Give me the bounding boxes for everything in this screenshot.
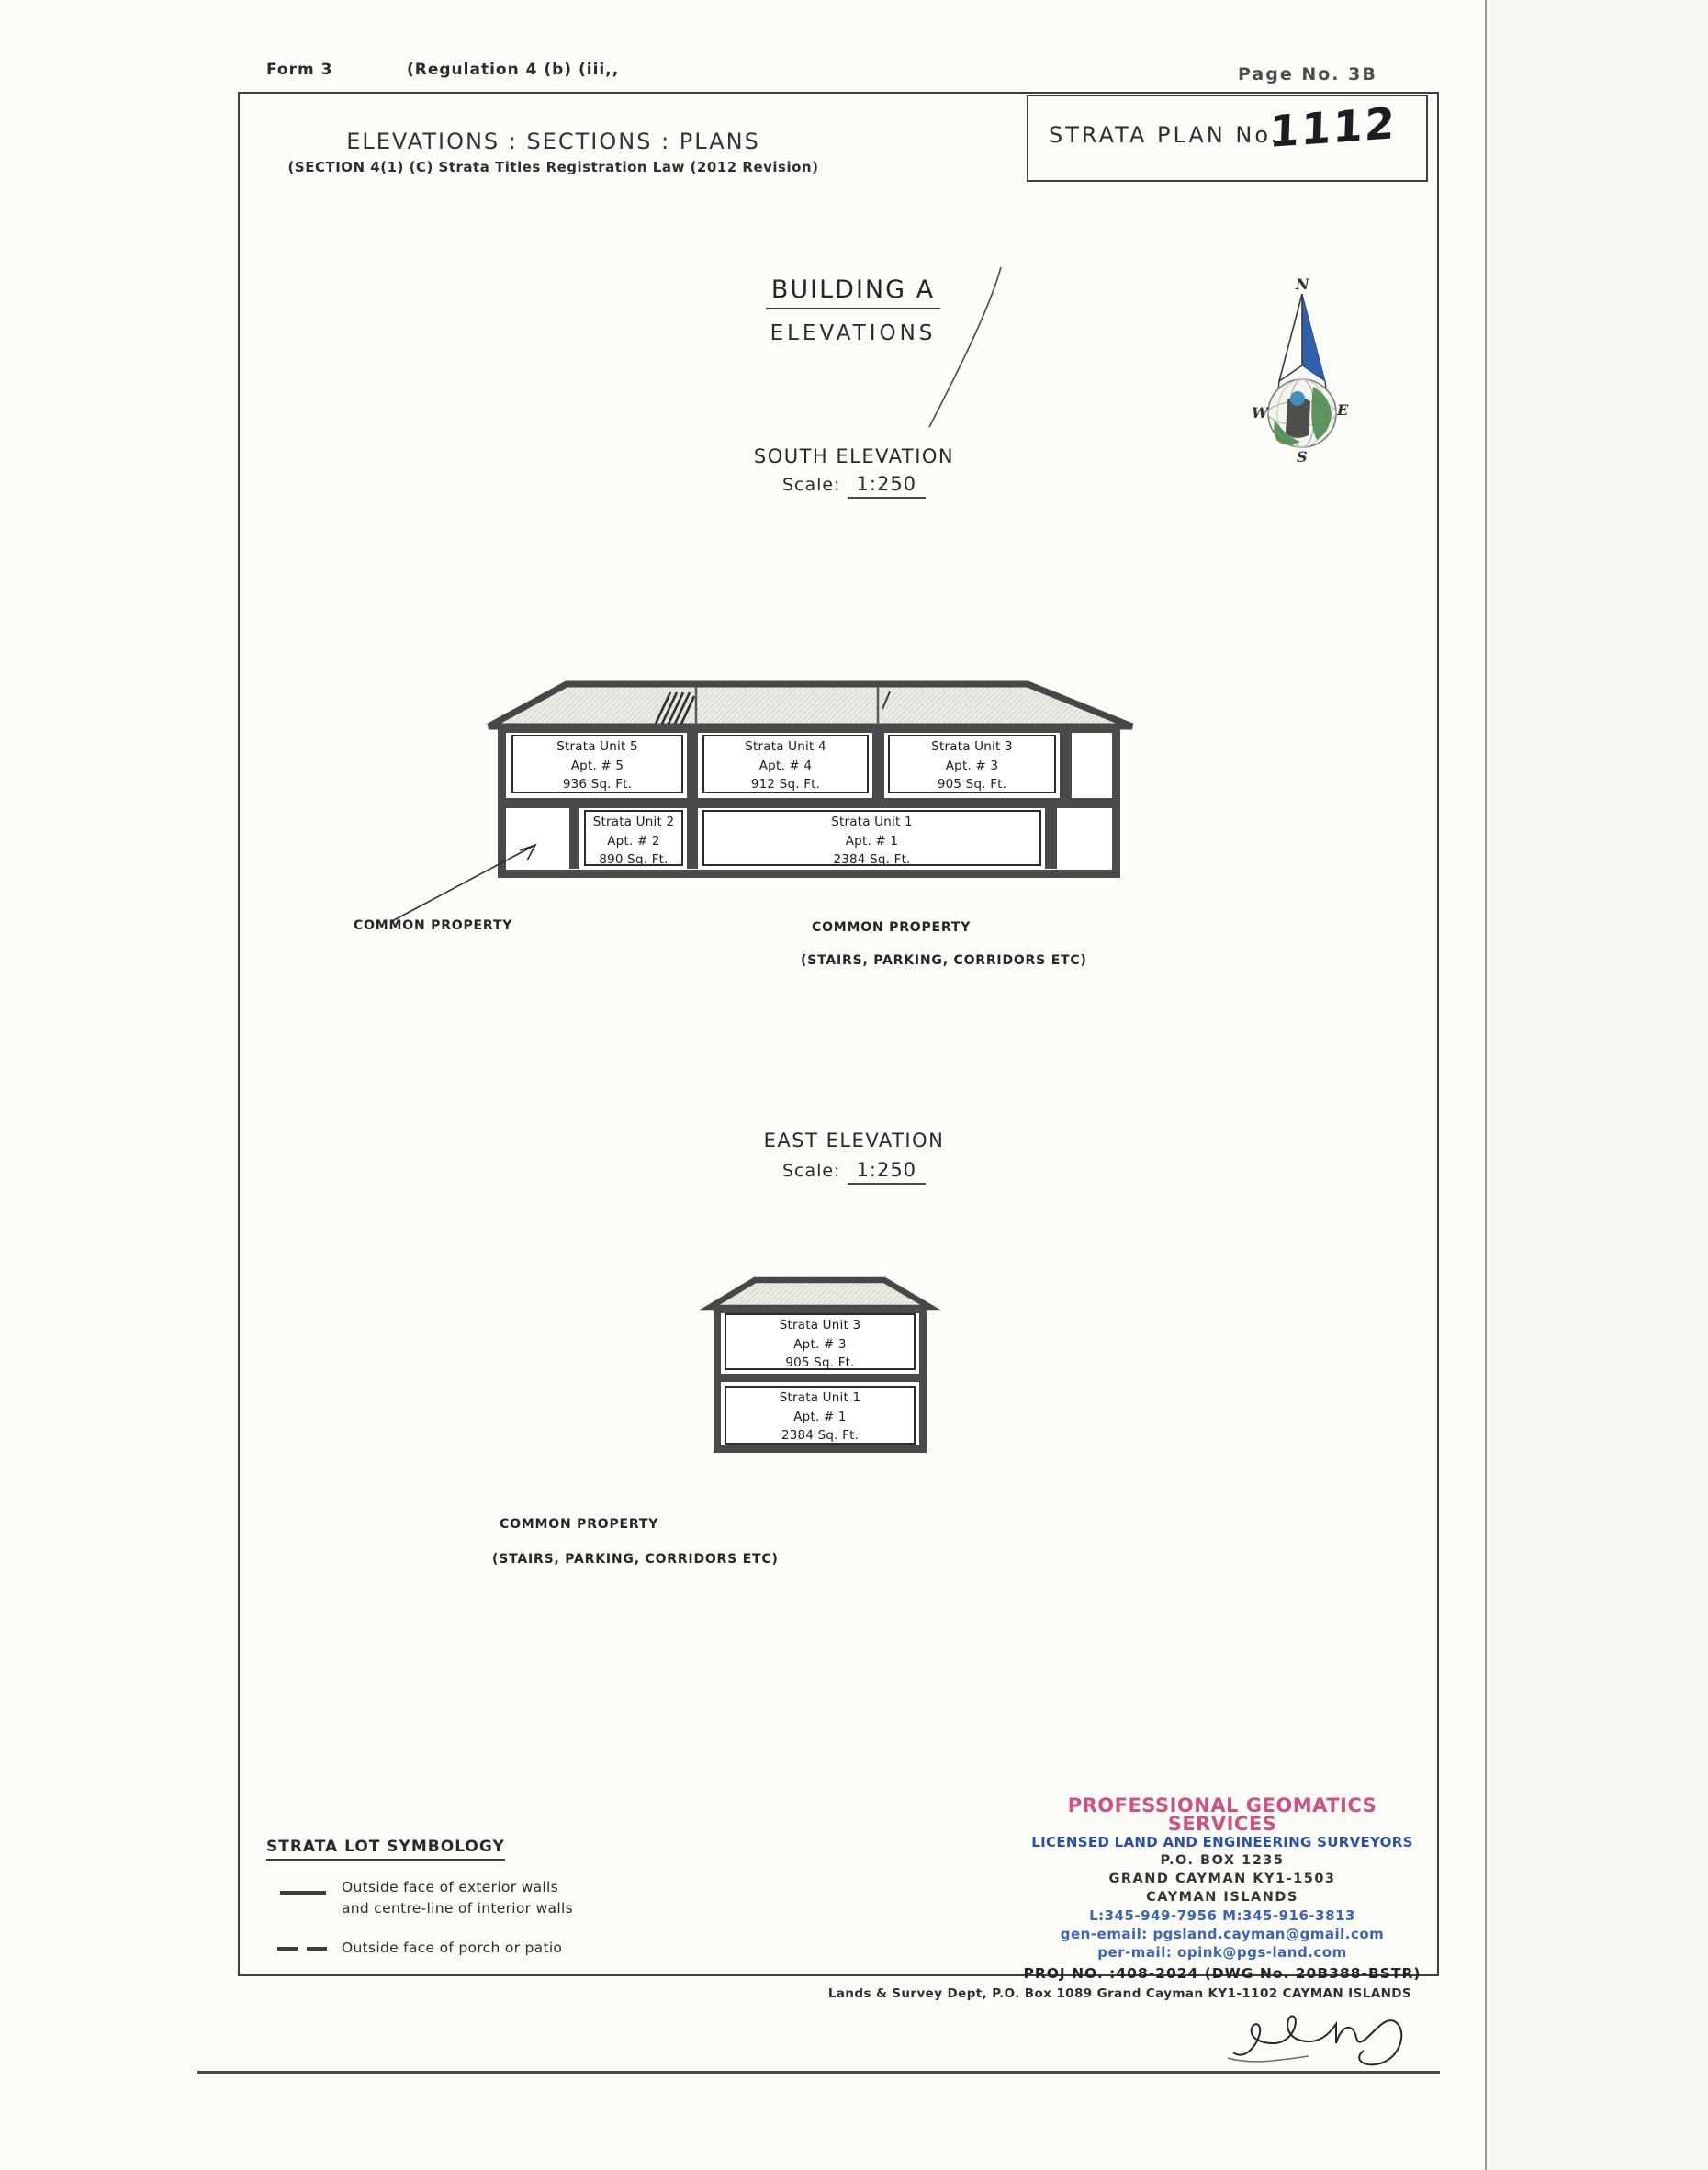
surveyor-po-box: P.O. BOX 1235: [1160, 1853, 1285, 1868]
unit-name: Strata Unit 2: [592, 815, 675, 829]
compass-west-label: W: [1252, 404, 1268, 422]
common-property-detail-center: (STAIRS, PARKING, CORRIDORS ETC): [801, 953, 1087, 968]
unit-box-south-5: [511, 735, 683, 793]
unit-apt: Apt. # 3: [945, 758, 999, 773]
unit-apt: Apt. # 4: [758, 758, 813, 773]
building-subtitle: ELEVATIONS: [770, 321, 937, 345]
legend: [266, 1838, 505, 1856]
surveyor-gen-email: gen-email: pgsland.cayman@gmail.com: [1060, 1926, 1385, 1942]
sheet-title: ELEVATIONS : SECTIONS : PLANS: [346, 129, 760, 154]
legend-text-line: Outside face of exterior walls: [342, 1879, 558, 1895]
regulation-label: (Regulation 4 (b) (iii,,: [407, 61, 620, 79]
compass-east-label: E: [1337, 401, 1349, 419]
unit-name: Strata Unit 5: [556, 739, 638, 754]
legend-text-line: and centre-line of interior walls: [342, 1900, 573, 1917]
common-property-label-left: COMMON PROPERTY: [354, 918, 513, 933]
unit-apt: Apt. # 5: [570, 758, 624, 773]
unit-area: 890 Sq. Ft.: [599, 852, 669, 867]
unit-name: Strata Unit 3: [779, 1318, 861, 1332]
sheet-subtitle: (SECTION 4(1) (C) Strata Titles Registration Law (2012 Revision): [287, 159, 819, 175]
unit-area: 905 Sq. Ft.: [937, 777, 1007, 792]
unit-area: 2384 Sq. Ft.: [833, 852, 911, 867]
legend-item-porch-patio: Outside face of porch or patio: [342, 1940, 563, 1956]
unit-box-east-1: [725, 1386, 916, 1445]
unit-area: 905 Sq. Ft.: [785, 1355, 855, 1370]
south-wall-divider: [569, 808, 579, 869]
unit-box-south-1: [702, 810, 1041, 866]
unit-area: 912 Sq. Ft.: [750, 777, 821, 792]
south-scale-label: Scale:: [781, 475, 841, 495]
east-scale: [670, 1159, 1038, 1181]
east-elevation-title: EAST ELEVATION: [763, 1130, 945, 1152]
form-label: Form 3: [266, 61, 333, 79]
page-edge-line: [1485, 0, 1487, 2170]
east-floor-slab: [721, 1374, 919, 1382]
building-title-text: BUILDING A: [766, 275, 940, 309]
legend-item-exterior-walls: [342, 1877, 573, 1919]
compass-north-label: N: [1296, 275, 1309, 293]
page-number: Page No. 3B: [1238, 64, 1377, 84]
surveyor-city: GRAND CAYMAN KY1-1503: [1108, 1872, 1336, 1886]
unit-name: Strata Unit 3: [931, 739, 1013, 754]
unit-area: 2384 Sq. Ft.: [781, 1428, 860, 1443]
strata-plan-number: 1112: [1268, 98, 1398, 158]
south-scale-value: 1:250: [848, 473, 927, 499]
legend-title: STRATA LOT SYMBOLOGY: [266, 1838, 505, 1861]
unit-box-south-2: [584, 810, 683, 866]
surveyor-name: PROFESSIONAL GEOMATICS SERVICES: [1067, 1794, 1377, 1835]
common-property-leader-arrow: [381, 826, 551, 932]
east-scale-label: Scale:: [781, 1161, 841, 1181]
surveyor-block: [1015, 1796, 1430, 1983]
unit-box-south-3: [888, 735, 1056, 793]
east-scale-value: 1:250: [848, 1159, 927, 1185]
compass-rose-icon: [1240, 271, 1368, 478]
compass-south-label: S: [1297, 448, 1308, 466]
lands-survey-footer: Lands & Survey Dept, P.O. Box 1089 Grand Cayman KY1-1102 CAYMAN ISLANDS: [827, 1986, 1411, 2001]
legend-solid-line-symbol: [280, 1891, 326, 1895]
strata-plan-label: STRATA PLAN No.: [1049, 122, 1281, 148]
unit-area: 936 Sq. Ft.: [562, 777, 633, 792]
project-number: PROJ NO. :408-2024 (DWG No. 20B388-BSTR): [1023, 1965, 1421, 1982]
unit-box-south-4: [702, 735, 869, 793]
scan-margin: [1487, 0, 1708, 2170]
south-wall-divider: [1060, 733, 1072, 798]
legend-dashed-line-symbol: [277, 1947, 329, 1951]
common-property-detail-east: (STAIRS, PARKING, CORRIDORS ETC): [492, 1552, 779, 1567]
signature: [1226, 2005, 1419, 2078]
unit-name: Strata Unit 1: [831, 815, 913, 829]
surveyor-country: CAYMAN ISLANDS: [1146, 1890, 1298, 1905]
south-wall-divider: [872, 733, 884, 798]
unit-apt: Apt. # 1: [793, 1409, 847, 1424]
unit-box-east-3: [725, 1313, 916, 1370]
south-wall-divider: [1045, 808, 1057, 869]
south-elevation-title: SOUTH ELEVATION: [753, 445, 955, 467]
south-scale: [670, 473, 1038, 495]
unit-name: Strata Unit 4: [745, 739, 826, 754]
south-wall-divider: [687, 733, 698, 798]
dash: [277, 1947, 298, 1951]
surveyor-per-email: per-mail: opink@pgs-land.com: [1097, 1944, 1347, 1961]
pen-mark: [918, 260, 1010, 434]
common-property-label-east: COMMON PROPERTY: [500, 1517, 659, 1532]
surveyor-subtitle: LICENSED LAND AND ENGINEERING SURVEYORS: [1031, 1834, 1413, 1850]
south-wall-divider: [687, 808, 698, 869]
south-floor-slab: [506, 798, 1112, 808]
dash: [307, 1947, 327, 1951]
unit-apt: Apt. # 2: [607, 833, 660, 849]
surveyor-phones: L:345-949-7956 M:345-916-3813: [1089, 1907, 1355, 1924]
unit-apt: Apt. # 3: [793, 1336, 847, 1352]
unit-apt: Apt. # 1: [845, 833, 899, 849]
unit-name: Strata Unit 1: [779, 1390, 861, 1405]
common-property-label-center: COMMON PROPERTY: [812, 920, 972, 935]
